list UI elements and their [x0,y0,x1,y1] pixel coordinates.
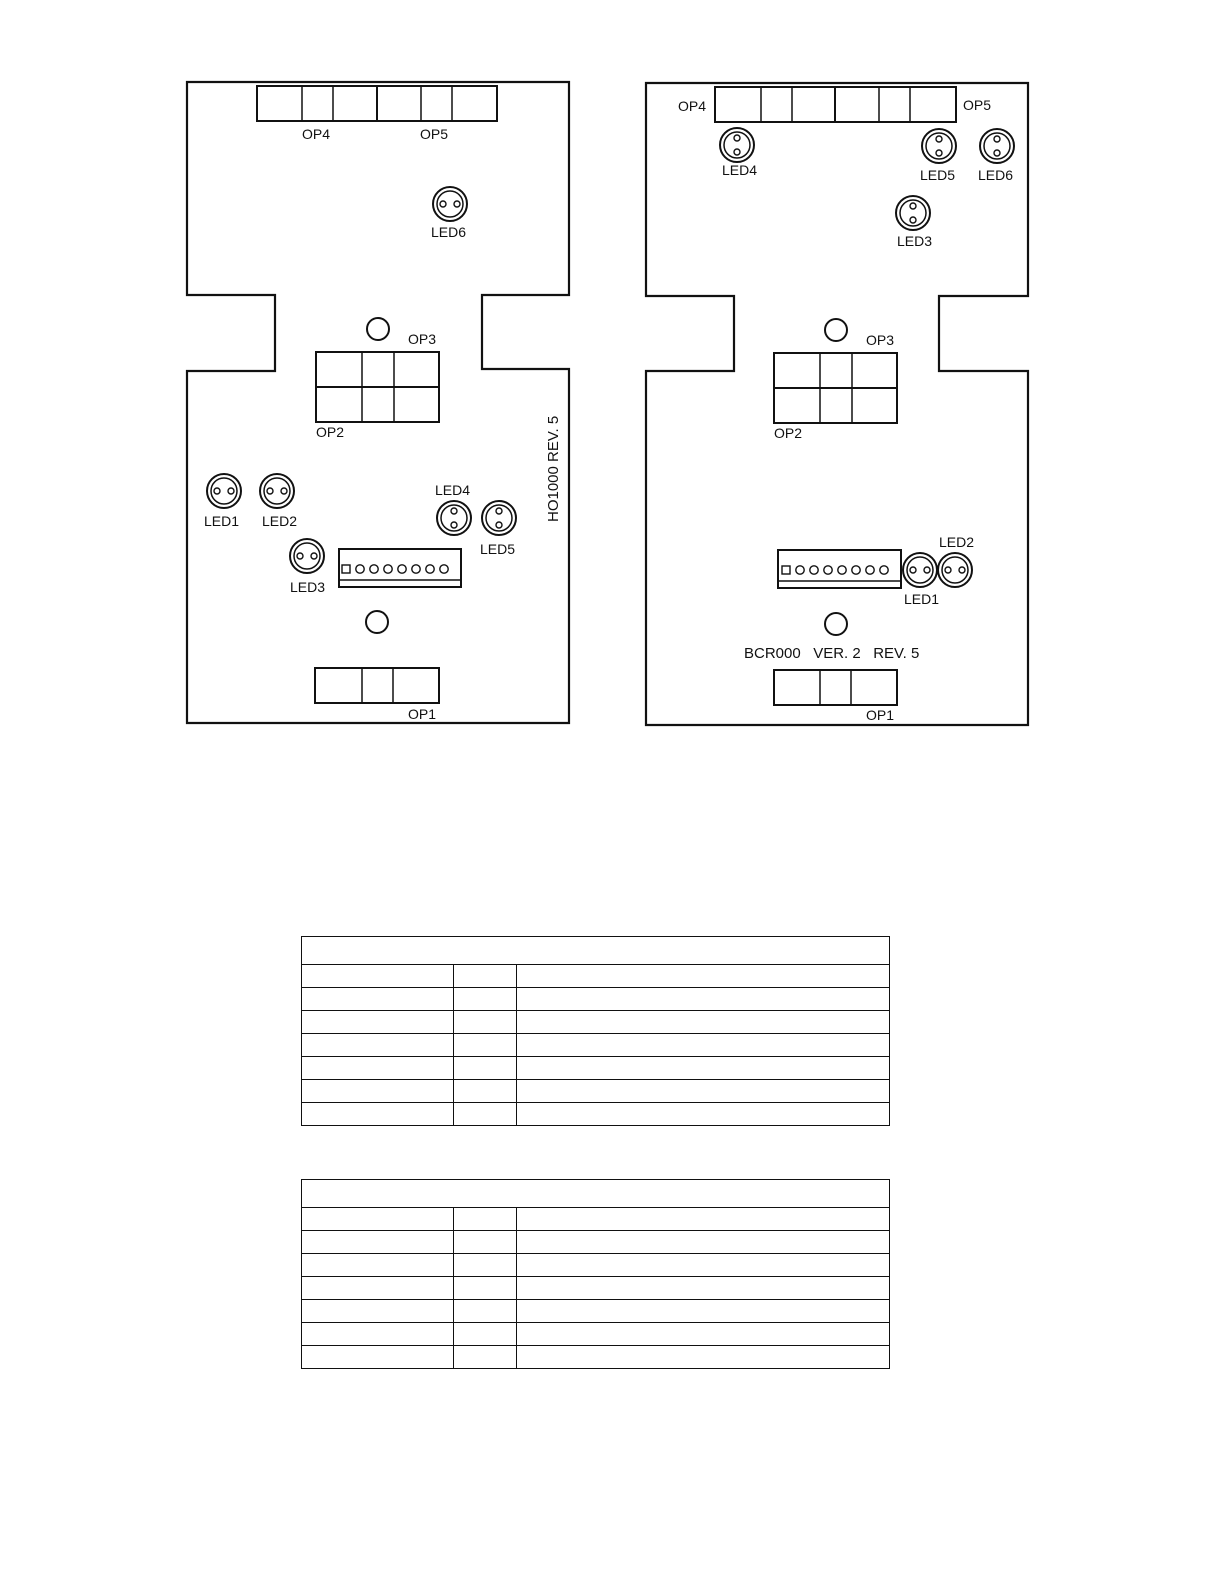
table-row [302,1034,890,1057]
empty-table-2 [301,1179,890,1369]
label-op3: OP3 [408,331,437,347]
table-cell [302,1277,454,1300]
table-cell [302,1254,454,1277]
mounting-hole [825,613,847,635]
board-outline [187,82,569,723]
label-led5: LED5 [480,541,516,557]
led5-component [482,501,516,535]
label-led2: LED2 [262,513,298,529]
table-cell [454,1057,517,1080]
table-row [302,1300,890,1323]
board-revision-text: BCR000 VER. 2 REV. 5 [744,645,920,662]
label-op2: OP2 [316,424,345,440]
table-row [302,988,890,1011]
table-cell [302,1208,454,1231]
table-cell [454,1323,517,1346]
table-row [302,1323,890,1346]
table-cell [517,1103,890,1126]
table-cell [302,965,454,988]
table-cell [302,1231,454,1254]
table-cell [517,1057,890,1080]
table-row [302,1208,890,1231]
table-row [302,1057,890,1080]
led4-component [437,501,471,535]
table-cell [302,1057,454,1080]
label-op5: OP5 [420,126,449,142]
led6-component [980,129,1014,163]
table-cell [454,1277,517,1300]
label-led3: LED3 [897,233,933,249]
label-op3: OP3 [866,332,895,348]
pin-header [778,550,901,588]
label-led3: LED3 [290,579,326,595]
label-led1: LED1 [904,591,940,607]
led2-component [260,474,294,508]
led2-component [938,553,972,587]
label-led4: LED4 [435,482,471,498]
table-cell [517,1011,890,1034]
board-revision-text: HO1000 REV. 5 [545,415,562,522]
label-led4: LED4 [722,162,758,178]
table-cell [517,1346,890,1369]
connector-op1 [774,670,897,705]
table-cell [302,1080,454,1103]
label-led2: LED2 [939,534,975,550]
board-outline [646,83,1028,725]
table-cell [454,1208,517,1231]
table-cell [454,1231,517,1254]
board-bcr000 [646,83,1028,725]
pcb-layout-diagram [0,0,1224,760]
table-row [302,1103,890,1126]
table-cell [302,988,454,1011]
mounting-hole [366,611,388,633]
led4-component [720,128,754,162]
table-cell [454,1080,517,1103]
table-cell [517,1300,890,1323]
label-op1: OP1 [866,707,895,723]
led3-component [896,196,930,230]
led3-component [290,539,324,573]
table-cell [454,1034,517,1057]
label-led6: LED6 [431,224,467,240]
label-op4: OP4 [678,98,707,114]
pin-header [339,549,461,587]
connector-op4-op5 [715,87,956,122]
label-op2: OP2 [774,425,803,441]
table-cell [517,1254,890,1277]
label-op4: OP4 [302,126,331,142]
label-led1: LED1 [204,513,240,529]
table-cell [302,1323,454,1346]
table-cell [454,965,517,988]
table-cell [454,1103,517,1126]
mounting-hole [825,319,847,341]
table-cell [517,965,890,988]
led1-component [207,474,241,508]
table-row [302,1254,890,1277]
table-cell [517,1231,890,1254]
table-cell [517,1323,890,1346]
connector-op4-op5 [257,86,497,121]
label-op5: OP5 [963,97,992,113]
mounting-hole [367,318,389,340]
table-cell [302,1011,454,1034]
empty-table-1 [301,936,890,1126]
table-cell [454,1346,517,1369]
table-cell [517,1277,890,1300]
table-row [302,1277,890,1300]
table-row [302,1011,890,1034]
table-cell [454,1011,517,1034]
label-op1: OP1 [408,706,437,722]
connector-op2-op3 [316,352,439,422]
table-title [302,937,890,965]
table-cell [302,1346,454,1369]
connector-op2-op3 [774,353,897,423]
table-row [302,1231,890,1254]
table-cell [454,1254,517,1277]
label-led5: LED5 [920,167,956,183]
led1-component [903,553,937,587]
table-row [302,1080,890,1103]
table-cell [517,1034,890,1057]
label-led6: LED6 [978,167,1014,183]
table-cell [517,988,890,1011]
table-cell [454,988,517,1011]
table-row [302,1346,890,1369]
led6-component [433,187,467,221]
connector-op1 [315,668,439,703]
table-cell [517,1080,890,1103]
table-cell [302,1300,454,1323]
table-cell [454,1300,517,1323]
led5-component [922,129,956,163]
table-cell [302,1103,454,1126]
table-title [302,1180,890,1208]
board-ho1000 [187,82,569,723]
table-row [302,965,890,988]
table-cell [302,1034,454,1057]
table-cell [517,1208,890,1231]
